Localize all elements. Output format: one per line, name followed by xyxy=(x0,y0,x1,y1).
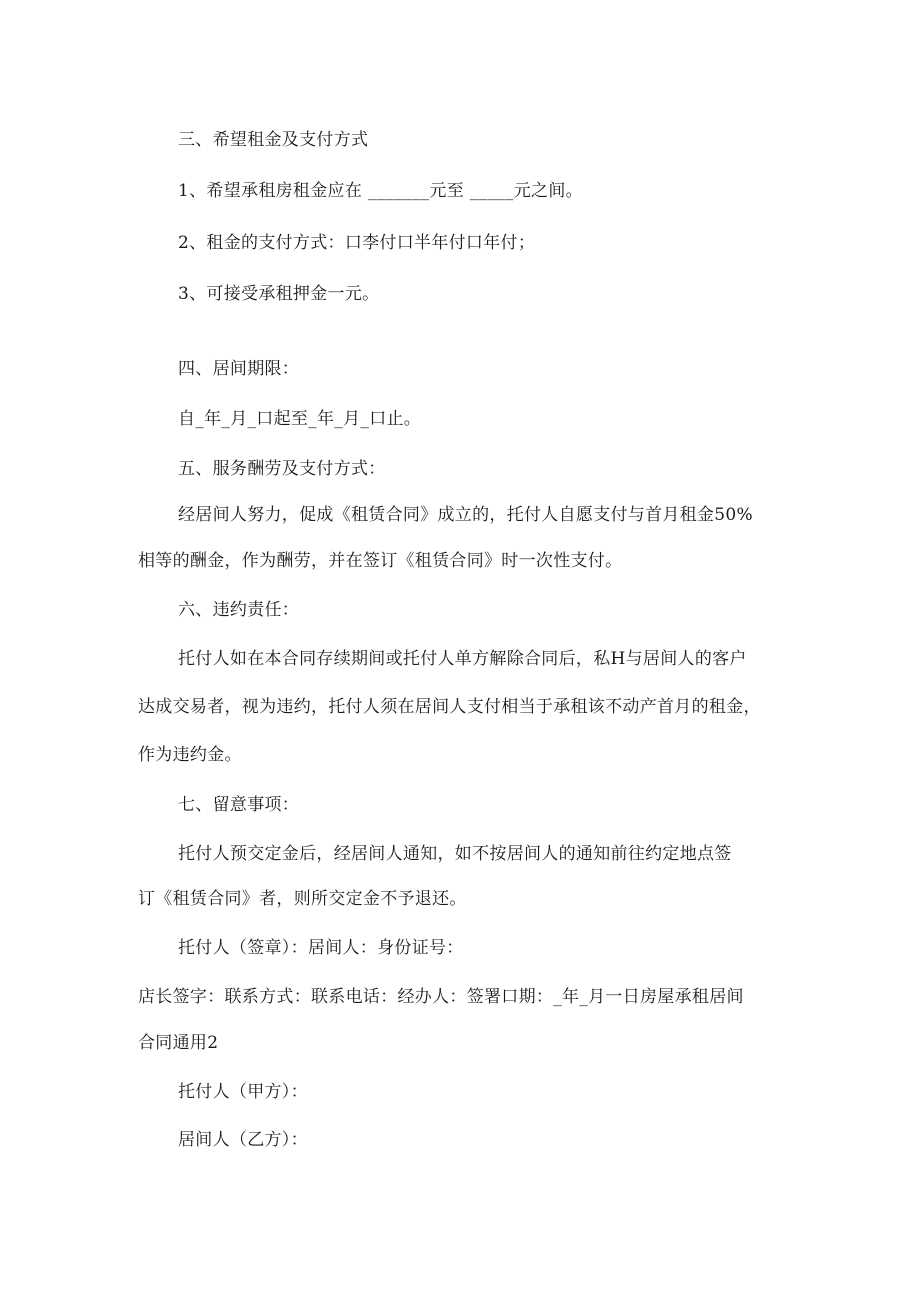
section6-heading: 六、违约责任： xyxy=(178,600,300,620)
party-b-label: 居间人（乙方）： xyxy=(178,1130,308,1150)
signature-line1: 托付人（签章）：居间人：身份证号： xyxy=(178,938,464,958)
section6-body-line1: 托付人如在本合同存续期间或托付人单方解除合同后，私H与居间人的客户 xyxy=(178,649,747,669)
section4-period: 自_年_月_口起至_年_月_口止。 xyxy=(178,409,422,429)
section5-body-line1: 经居间人努力，促成《租赁合同》成立的，托付人自愿支付与首月租金50% xyxy=(178,505,753,525)
section5-body-line2: 相等的酬金，作为酬劳，并在签订《租赁合同》时一次性支付。 xyxy=(138,551,623,571)
section7-heading: 七、留意事项： xyxy=(178,795,300,815)
section3-item2: 2、租金的支付方式：口李付口半年付口年付； xyxy=(178,233,536,253)
section6-body-line3: 作为违约金。 xyxy=(138,745,242,765)
signature-line2: 店长签字：联系方式：联系电话：经办人：签署口期：_年_月一日房屋承租居间 xyxy=(138,987,744,1007)
section7-body-line2: 订《租赁合同》者，则所交定金不予退还。 xyxy=(138,889,467,909)
section6-body-line2: 达成交易者，视为违约，托付人须在居间人支付相当于承租该不动产首月的租金， xyxy=(138,697,761,717)
signature-line3: 合同通用2 xyxy=(138,1033,219,1053)
section3-item1: 1、希望承租房租金应在 _______元至 _____元之间。 xyxy=(178,181,583,201)
section3-item3: 3、可接受承租押金一元。 xyxy=(178,284,380,304)
section5-heading: 五、服务酬劳及支付方式： xyxy=(178,459,386,479)
section4-heading: 四、居间期限： xyxy=(178,359,300,379)
section3-heading: 三、希望租金及支付方式 xyxy=(178,130,369,150)
section7-body-line1: 托付人预交定金后，经居间人通知，如不按居间人的通知前往约定地点签 xyxy=(178,844,732,864)
party-a-label: 托付人（甲方）： xyxy=(178,1082,308,1102)
